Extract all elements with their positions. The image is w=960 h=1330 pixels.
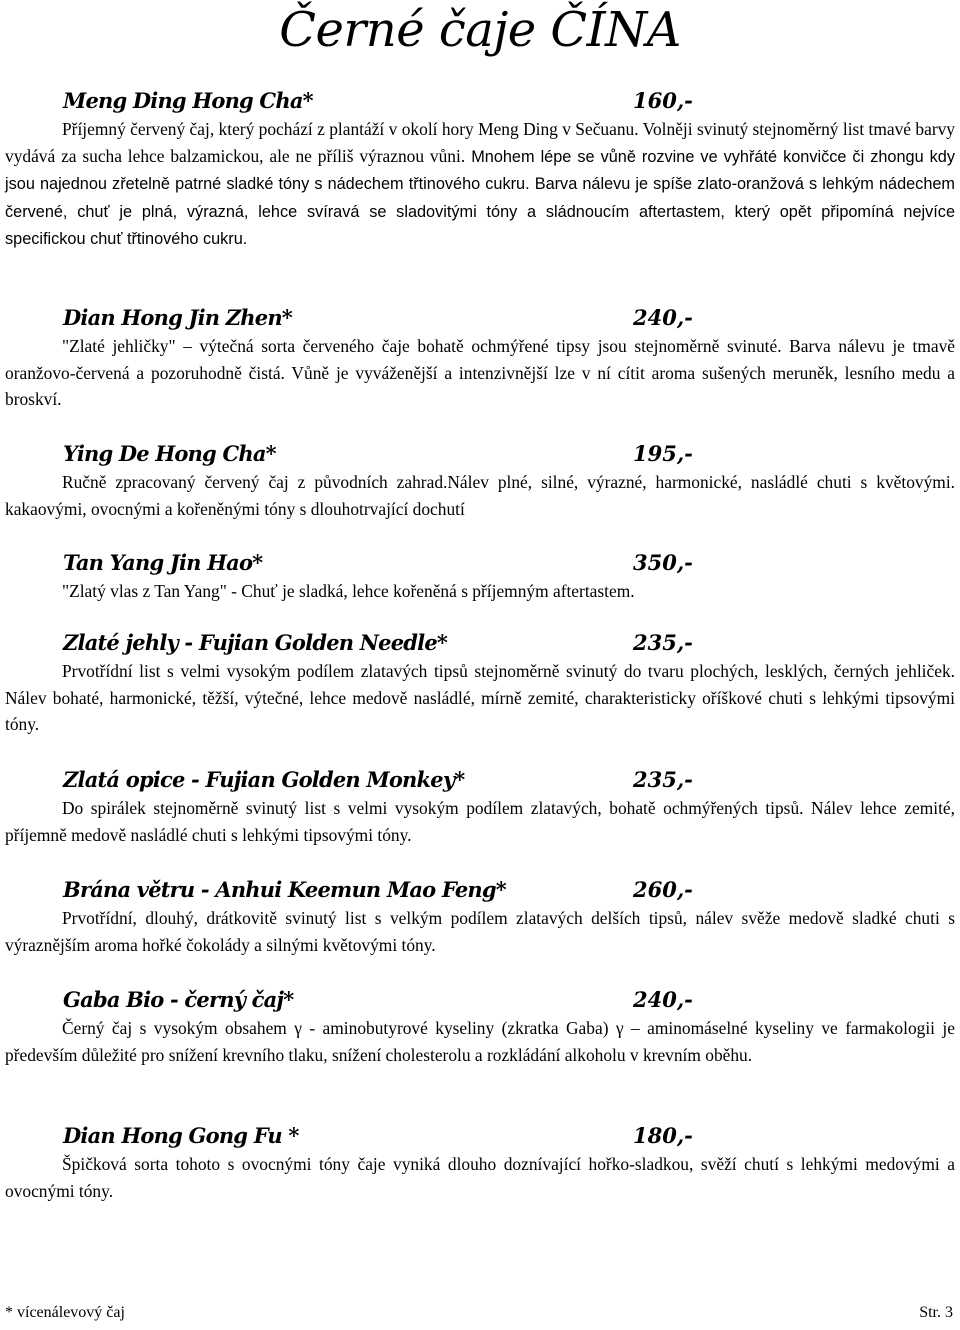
- page-number: Str. 3: [919, 1304, 953, 1321]
- tea-description-part2: Mnohem lépe se vůně rozvine ve vyhřáté konvičce či zhongu kdy jsou najednou zřetelně patrné sladké tóny s nádechem třtinového cukru. Barva nálevu je spíše zlato-oranžová s lehkým nádechem červené, chuť je plná, výrazná, lehce svíravá se sladovitými tóny a sládnoucím aftertastem, který opět připomíná nejvíce specifickou chuť třtinového cukru.: [5, 147, 955, 248]
- tea-description: [5, 116, 955, 253]
- tea-name: Dian Hong Gong Fu *: [63, 1123, 299, 1148]
- tea-price: 240,-: [633, 305, 693, 330]
- tea-item-fujian-golden-monkey: [5, 765, 955, 848]
- tea-name: Ying De Hong Cha*: [63, 441, 276, 466]
- tea-item-dian-hong-gong-fu: [5, 1121, 955, 1204]
- tea-price: 350,-: [633, 550, 693, 575]
- tea-item-dian-hong-jin-zhen: [5, 303, 955, 413]
- footnote: * vícenálevový čaj: [5, 1304, 125, 1321]
- tea-description: Špičková sorta tohoto s ovocnými tóny čaje vyniká dlouho doznívající hořko-sladkou, svěží chutí s lehkými medovými a ovocnými tóny.: [5, 1154, 955, 1201]
- tea-price: 235,-: [633, 767, 693, 792]
- tea-description: "Zlaté jehličky" – výtečná sorta červeného čaje bohatě ochmýřené tipsy jsou stejnoměrně svinuté. Barva nálevu je tmavě oranžovo-červená a pozoruhodně čistá. Vůně je vyváženější a intenzivnější lze v ní cítit aroma sušených meruněk, lesního medu a broskví.: [5, 336, 955, 409]
- tea-item-anhui-keemun-mao-feng: [5, 875, 955, 958]
- tea-description: Prvotřídní, dlouhý, drátkovitě svinutý list s velkým podílem zlatavých delších tipsů, nálev svěže medově sladké chuti s výraznějším aroma hořké čokolády a silnými květovými tóny.: [5, 908, 955, 955]
- tea-name: Brána větru - Anhui Keemun Mao Feng*: [63, 877, 506, 902]
- tea-description-part1: Příjemný červený čaj, který pochází z plantáží v okolí hory Meng Ding v Sečuanu. Volněji svinutý stejnoměrný list tmavé barvy vydává za sucha lehce balzamickou, ale ne příliš výraznou vůni.: [5, 119, 955, 166]
- tea-name: Zlatá opice - Fujian Golden Monkey*: [63, 767, 465, 792]
- tea-item-meng-ding-hong-cha: [5, 86, 955, 253]
- tea-name: Zlaté jehly - Fujian Golden Needle*: [63, 630, 448, 655]
- tea-price: 235,-: [633, 630, 693, 655]
- tea-price: 260,-: [633, 877, 693, 902]
- tea-item-tan-yang-jin-hao: [5, 548, 955, 605]
- tea-item-gaba-bio: [5, 985, 955, 1068]
- tea-price: 195,-: [633, 441, 693, 466]
- tea-name: Dian Hong Jin Zhen*: [63, 305, 292, 330]
- tea-price: 160,-: [633, 88, 693, 113]
- tea-description: Černý čaj s vysokým obsahem γ - aminobutyrové kyseliny (zkratka Gaba) γ – aminomáselné kyseliny ve farmakologii je především důležité pro snížení krevního tlaku, snížení cholesterolu a rozkládání alkoholu v krevním oběhu.: [5, 1018, 955, 1065]
- tea-description: Do spirálek stejnoměrně svinutý list s velmi vysokým podílem zlatavých, bohatě ochmýřených tipsů. Nálev lehce zemité, příjemně medově nasládlé chuti s lehkými tipsovými tóny.: [5, 798, 955, 845]
- tea-description: Prvotřídní list s velmi vysokým podílem zlatavých tipsů stejnoměrně svinutý do tvaru plochých, lesklých, černých jehliček. Nálev bohaté, harmonické, těžší, výtečné, lehce medově nasládlé, mírně zemité, charakteristicky oříškové chuti s lehkými tipsovými tóny.: [5, 661, 955, 734]
- tea-price: 180,-: [633, 1123, 693, 1148]
- tea-name: Gaba Bio - černý čaj*: [63, 987, 294, 1012]
- page-title: Černé čaje ČÍNA: [279, 2, 681, 58]
- tea-description: "Zlatý vlas z Tan Yang" - Chuť je sladká, lehce kořeněná s příjemným aftertastem.: [62, 581, 635, 601]
- tea-price: 240,-: [633, 987, 693, 1012]
- tea-item-fujian-golden-needle: [5, 628, 955, 738]
- tea-name: Tan Yang Jin Hao*: [63, 550, 263, 575]
- tea-description: Ručně zpracovaný červený čaj z původních zahrad.Nálev plné, silné, výrazné, harmonické, nasládlé chuti s květovými. kakaovými, ovocnými a kořeněnými tóny s dlouhotrvající dochutí: [5, 472, 955, 519]
- tea-name: Meng Ding Hong Cha*: [63, 88, 313, 113]
- tea-item-ying-de-hong-cha: [5, 439, 955, 522]
